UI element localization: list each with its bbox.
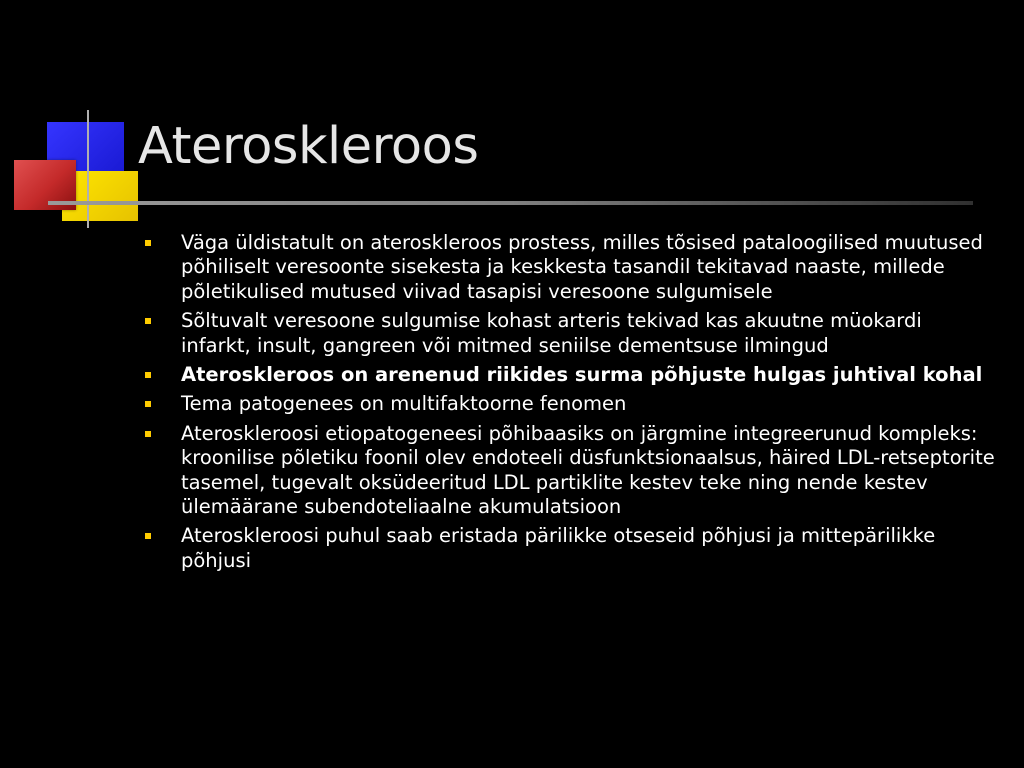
decorative-vertical-line bbox=[87, 110, 89, 228]
slide-title: Ateroskleroos bbox=[138, 117, 479, 176]
square-bullet-icon bbox=[145, 431, 151, 437]
bullet-item bbox=[145, 392, 995, 416]
bullet-text: Ateroskleroosi puhul saab eristada pärilikke otseseid põhjusi ja mittepärilikke põhjusi bbox=[181, 524, 936, 572]
square-bullet-icon bbox=[145, 401, 151, 407]
square-bullet-icon bbox=[145, 318, 151, 324]
bullet-text: Sõltuvalt veresoone sulgumise kohast arteris tekivad kas akuutne müokardi infarkt, insult, gangreen või mitmed seniilse dementsuse ilmingud bbox=[181, 309, 922, 357]
bullet-list bbox=[145, 231, 995, 578]
bullet-text: Ateroskleroosi etiopatogeneesi põhibaasiks on järgmine integreerunud kompleks: kroonilise põletiku foonil olev endoteeli düsfunktsionaalsus, häired LDL-retseptorite tasemel, tugevalt oksüdeeritud LDL partiklite kestev teke ning nende kestev ülemäärane subendoteliaalne akumulatsioon bbox=[181, 421, 995, 519]
bullet-item bbox=[145, 231, 995, 304]
bullet-text: Ateroskleroos on arenenud riikides surma põhjuste hulgas juhtival kohal bbox=[181, 363, 983, 387]
square-bullet-icon bbox=[145, 240, 151, 246]
bullet-item bbox=[145, 309, 995, 358]
square-bullet-icon bbox=[145, 372, 151, 378]
title-divider-line bbox=[48, 201, 973, 205]
bullet-item bbox=[145, 524, 995, 573]
bullet-text: Tema patogenees on multifaktoorne fenomen bbox=[181, 392, 627, 416]
square-bullet-icon bbox=[145, 533, 151, 539]
bullet-item bbox=[145, 422, 995, 520]
bullet-item-bold bbox=[145, 363, 995, 387]
bullet-text: Väga üldistatult on ateroskleroos prostess, milles tõsised pataloogilised muutused põhiliselt veresoonte sisekesta ja keskkesta tasandil tekitavad naaste, millede põletikulised mutused viivad tasapisi veresoone sulgumisele bbox=[181, 231, 983, 303]
